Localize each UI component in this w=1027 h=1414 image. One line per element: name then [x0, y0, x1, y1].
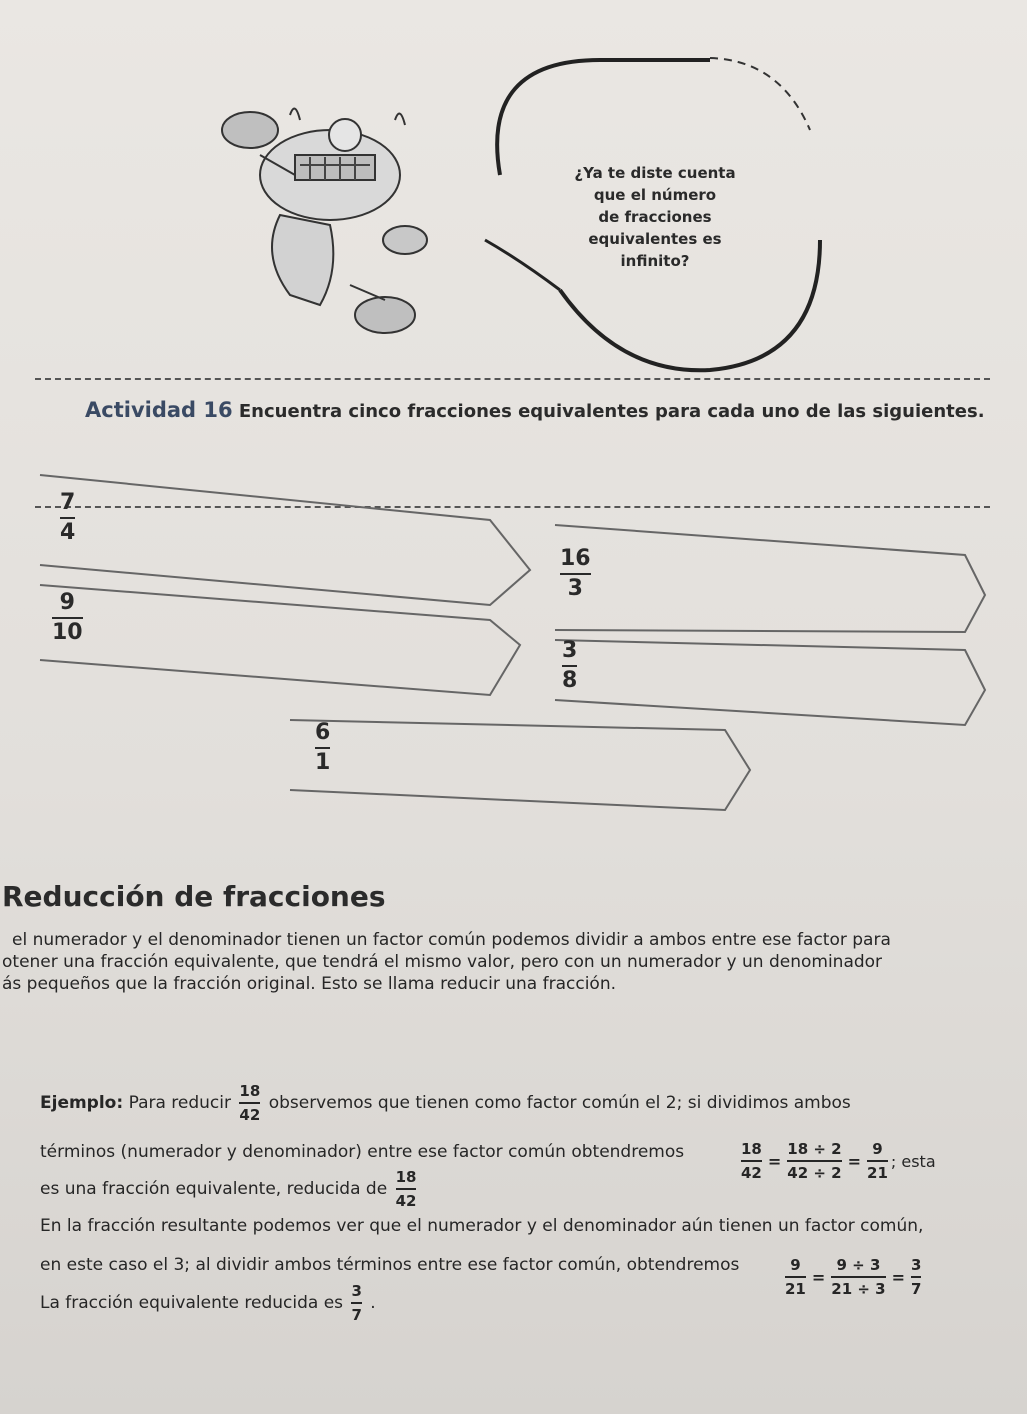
- bubble-line: de fracciones: [598, 208, 712, 226]
- numerator: 18: [239, 1082, 261, 1100]
- fraction-bar: [396, 1188, 417, 1190]
- fraction-bar: [562, 665, 577, 667]
- numerator: 18 ÷ 2: [787, 1140, 842, 1158]
- answer-box-3-8: [555, 640, 985, 725]
- denominator: 42: [741, 1164, 762, 1182]
- equals-sign: =: [767, 1151, 782, 1171]
- denominator: 21: [785, 1280, 806, 1298]
- denominator: 8: [562, 668, 578, 693]
- numerator: 3: [911, 1256, 922, 1274]
- fraction-3-8: [562, 640, 577, 692]
- fraction-bar: [52, 617, 83, 619]
- fraction-bar: [831, 1276, 885, 1278]
- bubble-line: equivalentes es: [588, 230, 722, 248]
- denominator: 42 ÷ 2: [787, 1164, 842, 1182]
- numerator: 3: [351, 1282, 362, 1300]
- fraction: [867, 1140, 888, 1182]
- paragraph-line: el numerador y el denominador tienen un factor común podemos dividir a ambos entre ese factor para: [12, 930, 891, 950]
- answer-box-16-3: [555, 525, 985, 632]
- fraction-bar: [787, 1160, 841, 1162]
- denominator: 7: [351, 1306, 362, 1324]
- fraction-bar: [60, 517, 75, 519]
- fraction-bar: [560, 573, 591, 575]
- example-text: es una fracción equivalente, reducida de: [40, 1179, 388, 1199]
- fraction: [831, 1256, 885, 1298]
- paragraph-line: ás pequeños que la fracción original. Esto se llama reducir una fracción.: [2, 974, 616, 994]
- fraction-9-10: [52, 592, 83, 644]
- answer-box-6-1: [290, 720, 750, 810]
- fraction-18-42: [396, 1168, 417, 1210]
- bubble-line: que el número: [593, 186, 717, 204]
- activity-instruction: [85, 398, 985, 422]
- bubble-text: [560, 162, 750, 272]
- fraction-bar: [785, 1276, 806, 1278]
- numerator: 9: [872, 1140, 883, 1158]
- fraction-bar: [315, 747, 330, 749]
- fraction: [787, 1140, 841, 1182]
- equation-reduce-by-3: [782, 1256, 924, 1298]
- equals-sign: =: [811, 1267, 826, 1287]
- fraction-16-3: [560, 548, 591, 600]
- fraction-7-4: [60, 492, 75, 544]
- fraction: [785, 1256, 806, 1298]
- numerator: 7: [60, 490, 76, 515]
- bubble-line: ¿Ya te diste cuenta: [574, 164, 736, 182]
- example-label: Ejemplo:: [40, 1093, 124, 1113]
- equals-sign: =: [847, 1151, 862, 1171]
- fraction: [741, 1140, 762, 1182]
- activity-text: Encuentra cinco fracciones equivalentes para cada uno de las siguientes.: [238, 401, 985, 422]
- equation-reduce-by-2: [738, 1140, 936, 1182]
- example-text: Para reducir: [128, 1093, 231, 1113]
- numerator: 9: [790, 1256, 801, 1274]
- example-text: .: [370, 1293, 376, 1313]
- example-text: La fracción equivalente reducida es: [40, 1293, 344, 1313]
- example-text: observemos que tienen como factor común el 2; si dividimos ambos: [268, 1093, 851, 1113]
- example-line-4: En la fracción resultante podemos ver que el numerador y el denominador aún tienen un factor común,: [40, 1216, 924, 1236]
- fraction-6-1: [315, 722, 330, 774]
- robot-illustration: [200, 95, 460, 345]
- example-line-6: [40, 1282, 376, 1324]
- denominator: 10: [52, 620, 83, 645]
- numerator: 9: [59, 590, 75, 615]
- example-text: ; esta: [890, 1151, 936, 1171]
- denominator: 42: [239, 1106, 261, 1124]
- bubble-line: infinito?: [620, 252, 690, 270]
- example-line-5: en este caso el 3; al dividir ambos términos entre ese factor común, obtendremos: [40, 1255, 740, 1275]
- fraction-bar: [351, 1302, 361, 1304]
- numerator: 3: [562, 638, 578, 663]
- section-title: Reducción de fracciones: [2, 880, 386, 913]
- fraction: [911, 1256, 921, 1298]
- example-line-3: [40, 1168, 419, 1210]
- denominator: 1: [315, 750, 331, 775]
- paragraph-line: otener una fracción equivalente, que tendrá el mismo valor, pero con un numerador y un denominador: [2, 952, 883, 972]
- numerator: 18: [395, 1168, 417, 1186]
- numerator: 6: [315, 720, 331, 745]
- numerator: 9 ÷ 3: [836, 1256, 881, 1274]
- example-line-1: [40, 1082, 851, 1124]
- example-line-2: términos (numerador y denominador) entre ese factor común obtendremos: [40, 1142, 685, 1162]
- denominator: 21: [867, 1164, 888, 1182]
- numerator: 16: [560, 546, 591, 571]
- fraction-bar: [741, 1160, 762, 1162]
- fraction-bar: [867, 1160, 888, 1162]
- denominator: 42: [395, 1192, 417, 1210]
- denominator: 3: [567, 576, 583, 601]
- fraction-bar: [239, 1102, 260, 1104]
- denominator: 21 ÷ 3: [831, 1280, 886, 1298]
- answer-box-9-10: [40, 585, 520, 695]
- numerator: 18: [741, 1140, 762, 1158]
- fraction-bar: [911, 1276, 921, 1278]
- fraction-18-42: [239, 1082, 260, 1124]
- denominator: 4: [60, 520, 76, 545]
- fraction-3-7: [351, 1282, 361, 1324]
- activity-number: Actividad 16: [85, 398, 233, 422]
- equals-sign: =: [891, 1267, 906, 1287]
- denominator: 7: [911, 1280, 922, 1298]
